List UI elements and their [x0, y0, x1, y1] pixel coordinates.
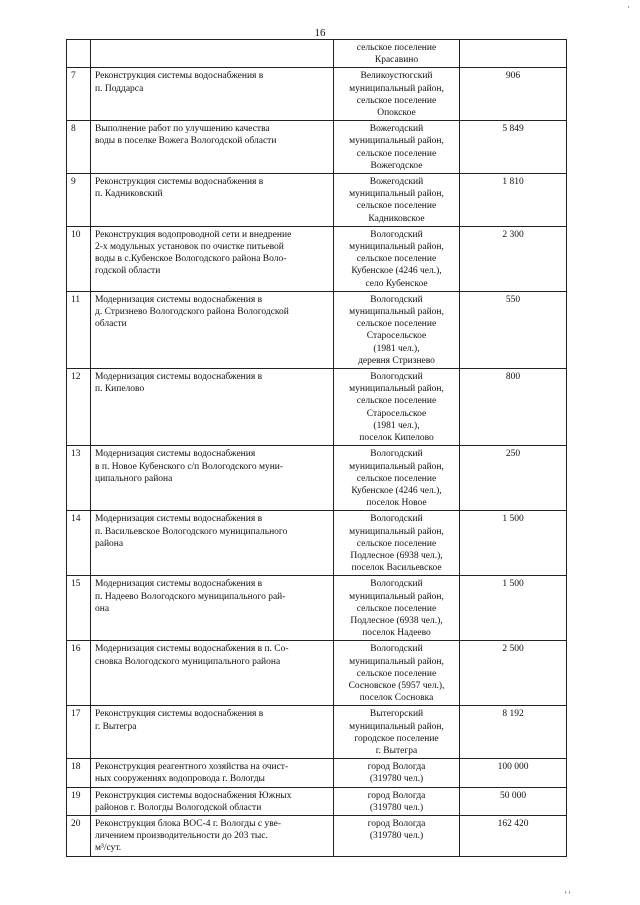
location-line: Великоустюгский	[360, 71, 433, 82]
location-line: муниципальный район,	[349, 307, 444, 318]
project-name-line: м³/сут.	[95, 843, 122, 854]
project-name-line: г. Вытегра	[95, 721, 137, 732]
project-name-line: личением производительности до 203 тыс.	[95, 831, 268, 842]
location-line: сельское поселение	[356, 43, 437, 53]
location-line: город Вологда	[367, 790, 426, 801]
amount-cell: 1 500	[460, 576, 567, 641]
row-number: 7	[67, 68, 91, 121]
location-line: (319780 чел.)	[369, 831, 424, 842]
project-name-cell	[91, 226, 334, 291]
amount-cell: 8 192	[460, 706, 567, 759]
project-name-line: Модернизация системы водоснабжения в	[95, 579, 263, 590]
project-name-cell	[91, 511, 334, 576]
scan-mark-bottom: ' '	[565, 890, 571, 900]
row-number: 8	[67, 121, 91, 174]
row-number: 19	[67, 787, 91, 815]
location-line: город Вологда	[367, 762, 426, 773]
location-line: (319780 чел.)	[369, 802, 424, 813]
project-name-cell	[91, 759, 334, 787]
project-name-cell	[91, 706, 334, 759]
location-line: сельское поселение	[356, 201, 437, 212]
table-row	[67, 759, 567, 787]
project-name-cell	[91, 174, 334, 227]
project-name-line: сновка Вологодского муниципального района	[95, 656, 281, 667]
location-line: Сосновское (5957 чел.),	[348, 680, 445, 691]
location-cell	[334, 511, 460, 576]
table-row	[67, 226, 567, 291]
location-line: сельское поселение	[356, 95, 437, 106]
location-line: Кубенское (4246 чел.),	[351, 266, 442, 277]
amount-cell: 2 300	[460, 226, 567, 291]
row-number: 18	[67, 759, 91, 787]
location-line: муниципальный район,	[349, 189, 444, 200]
project-name-line: Реконструкция системы водоснабжения Южных	[95, 790, 292, 801]
location-line: Кубенское (4246 чел.),	[351, 485, 442, 496]
location-line: Вологодский	[370, 514, 423, 525]
project-name-line: Реконструкция водопроводной сети и внедрение	[95, 229, 292, 240]
project-name-line: ципального района	[95, 473, 173, 484]
location-cell	[334, 759, 460, 787]
row-number: 16	[67, 641, 91, 706]
amount-cell: 550	[460, 291, 567, 368]
row-number: 17	[67, 706, 91, 759]
amount-cell: 2 500	[460, 641, 567, 706]
table-row	[67, 68, 567, 121]
row-number: 15	[67, 576, 91, 641]
row-number: 9	[67, 174, 91, 227]
project-name-line: Модернизация системы водоснабжения в	[95, 294, 263, 305]
project-name-line: Выполнение работ по улучшению качества	[95, 124, 270, 135]
project-name-line: Реконструкция реагентного хозяйства на очист-	[95, 762, 289, 773]
project-name-line: Модернизация системы водоснабжения в п. Со-	[95, 644, 289, 655]
project-name-line: д. Стризнево Вологодского района Вологодской	[95, 307, 289, 318]
location-line: (1981 чел.),	[373, 343, 420, 354]
table-row	[67, 641, 567, 706]
location-cell	[334, 787, 460, 815]
page-number: 16	[314, 27, 326, 39]
project-name-line: района	[95, 538, 124, 549]
table-row	[67, 369, 567, 446]
location-cell	[334, 446, 460, 511]
location-line: сельское поселение	[356, 254, 437, 265]
location-line: сельское поселение	[356, 668, 437, 679]
location-line: Вологодский	[370, 372, 423, 383]
project-name-line: п. Кадниковский	[95, 189, 163, 200]
location-line: город Вологда	[367, 818, 426, 829]
location-cell	[334, 706, 460, 759]
table-row	[67, 706, 567, 759]
location-line: сельское поселение	[356, 603, 437, 614]
location-cell	[334, 291, 460, 368]
project-name-line: 2-х модульных установок по очистке питьевой	[95, 242, 284, 253]
location-line: городское поселение	[354, 733, 439, 744]
location-line: Подлесное (6938 чел.),	[350, 615, 443, 626]
amount-cell: 800	[460, 369, 567, 446]
location-line: муниципальный район,	[349, 242, 444, 253]
project-name-cell	[91, 576, 334, 641]
location-line: поселок Васильевское	[351, 563, 442, 574]
location-line: Кадниковское	[368, 213, 425, 224]
location-line: поселок Сосновка	[359, 693, 434, 704]
amount-cell	[460, 40, 567, 68]
project-name-line: п. Васильевское Вологодского муниципального	[95, 526, 288, 537]
row-number	[67, 40, 91, 68]
location-line: муниципальный район,	[349, 656, 444, 667]
location-cell	[334, 174, 460, 227]
location-line: г. Вытегра	[375, 745, 418, 756]
location-line: сельское поселение	[356, 319, 437, 330]
table-row	[67, 40, 567, 68]
project-name-line: п. Надеево Вологодского муниципального рай-	[95, 591, 286, 602]
location-cell	[334, 40, 460, 68]
project-name-cell	[91, 369, 334, 446]
row-number: 20	[67, 815, 91, 856]
location-line: поселок Кипелово	[359, 433, 434, 444]
row-number: 11	[67, 291, 91, 368]
project-name-cell	[91, 121, 334, 174]
location-line: сельское поселение	[356, 538, 437, 549]
amount-cell: 1 810	[460, 174, 567, 227]
location-line: село Кубенское	[365, 278, 428, 289]
location-line: Вологодский	[370, 294, 423, 305]
location-line: муниципальный район,	[349, 591, 444, 602]
table-row	[67, 576, 567, 641]
project-name-line: Реконструкция системы водоснабжения в	[95, 177, 264, 188]
row-number: 12	[67, 369, 91, 446]
project-name-line: Реконструкция системы водоснабжения в	[95, 71, 264, 82]
location-line: сельское поселение	[356, 396, 437, 407]
location-line: Вологодский	[370, 229, 423, 240]
table-row	[67, 174, 567, 227]
project-name-line: Модернизация системы водоснабжения в	[95, 514, 263, 525]
location-line: Вытегорский	[369, 709, 424, 720]
location-line: муниципальный район,	[349, 721, 444, 732]
location-line: Старосельское	[366, 408, 427, 419]
project-name-line: Реконструкция блока ВОС-4 г. Вологды с уве-	[95, 818, 282, 829]
project-name-line: годской области	[95, 266, 161, 277]
project-name-cell	[91, 815, 334, 856]
project-name-line: она	[95, 603, 110, 614]
amount-cell: 1 500	[460, 511, 567, 576]
location-line: Вологодский	[370, 579, 423, 590]
amount-cell: 50 000	[460, 787, 567, 815]
scan-mark-top: ·	[627, 2, 630, 12]
project-name-line: п. Поддарса	[95, 83, 144, 94]
table-row	[67, 121, 567, 174]
project-name-cell	[91, 787, 334, 815]
project-name-cell	[91, 68, 334, 121]
project-name-cell	[91, 641, 334, 706]
row-number: 14	[67, 511, 91, 576]
project-name-line: ных сооружениях водопровода г. Вологды	[95, 774, 265, 785]
location-line: Вожегодское	[370, 160, 423, 171]
location-line: поселок Новое	[366, 498, 427, 509]
location-line: муниципальный район,	[349, 526, 444, 537]
project-name-cell	[91, 446, 334, 511]
amount-cell: 162 420	[460, 815, 567, 856]
location-line: Вожегодский	[369, 124, 424, 135]
project-name-line: в п. Новое Кубенского с/п Вологодского муни-	[95, 461, 284, 472]
location-cell	[334, 815, 460, 856]
location-line: муниципальный район,	[349, 83, 444, 94]
location-line: Опокское	[377, 108, 416, 119]
table-row	[67, 511, 567, 576]
location-line: Вологодский	[370, 644, 423, 655]
amount-cell: 250	[460, 446, 567, 511]
location-line: Подлесное (6938 чел.),	[350, 550, 443, 561]
location-cell	[334, 68, 460, 121]
location-cell	[334, 226, 460, 291]
project-name-line: Модернизация системы водоснабжения в	[95, 372, 263, 383]
amount-cell: 5 849	[460, 121, 567, 174]
location-line: муниципальный район,	[349, 461, 444, 472]
project-name-cell	[91, 291, 334, 368]
location-cell	[334, 576, 460, 641]
location-line: Вожегодский	[369, 177, 424, 188]
table-body	[67, 40, 567, 857]
project-name-line: Реконструкция системы водоснабжения в	[95, 709, 264, 720]
location-line: (1981 чел.),	[373, 420, 420, 431]
projects-table	[66, 39, 567, 857]
project-name-line: области	[95, 319, 127, 330]
location-line: (319780 чел.)	[369, 774, 424, 785]
table-row	[67, 815, 567, 856]
row-number: 10	[67, 226, 91, 291]
location-line: Красавино	[374, 55, 419, 66]
project-name-cell	[91, 40, 334, 68]
location-line: муниципальный район,	[349, 136, 444, 147]
project-name-line: районов г. Вологды Вологодской области	[95, 802, 262, 813]
location-cell	[334, 641, 460, 706]
location-line: Вологодский	[370, 449, 423, 460]
location-line: поселок Надеево	[362, 628, 431, 639]
table-row	[67, 291, 567, 368]
row-number: 13	[67, 446, 91, 511]
project-name-line: воды в поселке Вожега Вологодской области	[95, 136, 277, 147]
location-line: сельское поселение	[356, 148, 437, 159]
amount-cell: 100 000	[460, 759, 567, 787]
table-row	[67, 787, 567, 815]
project-name-line: воды в с.Кубенское Вологодского района Воло-	[95, 254, 287, 265]
location-cell	[334, 369, 460, 446]
table-row	[67, 446, 567, 511]
location-line: муниципальный район,	[349, 384, 444, 395]
amount-cell: 906	[460, 68, 567, 121]
location-cell	[334, 121, 460, 174]
location-line: Старосельское	[366, 331, 427, 342]
location-line: деревня Стризнево	[358, 355, 435, 366]
location-line: сельское поселение	[356, 473, 437, 484]
project-name-line: Модернизация системы водоснабжения	[95, 449, 256, 460]
project-name-line: п. Кипелово	[95, 384, 145, 395]
